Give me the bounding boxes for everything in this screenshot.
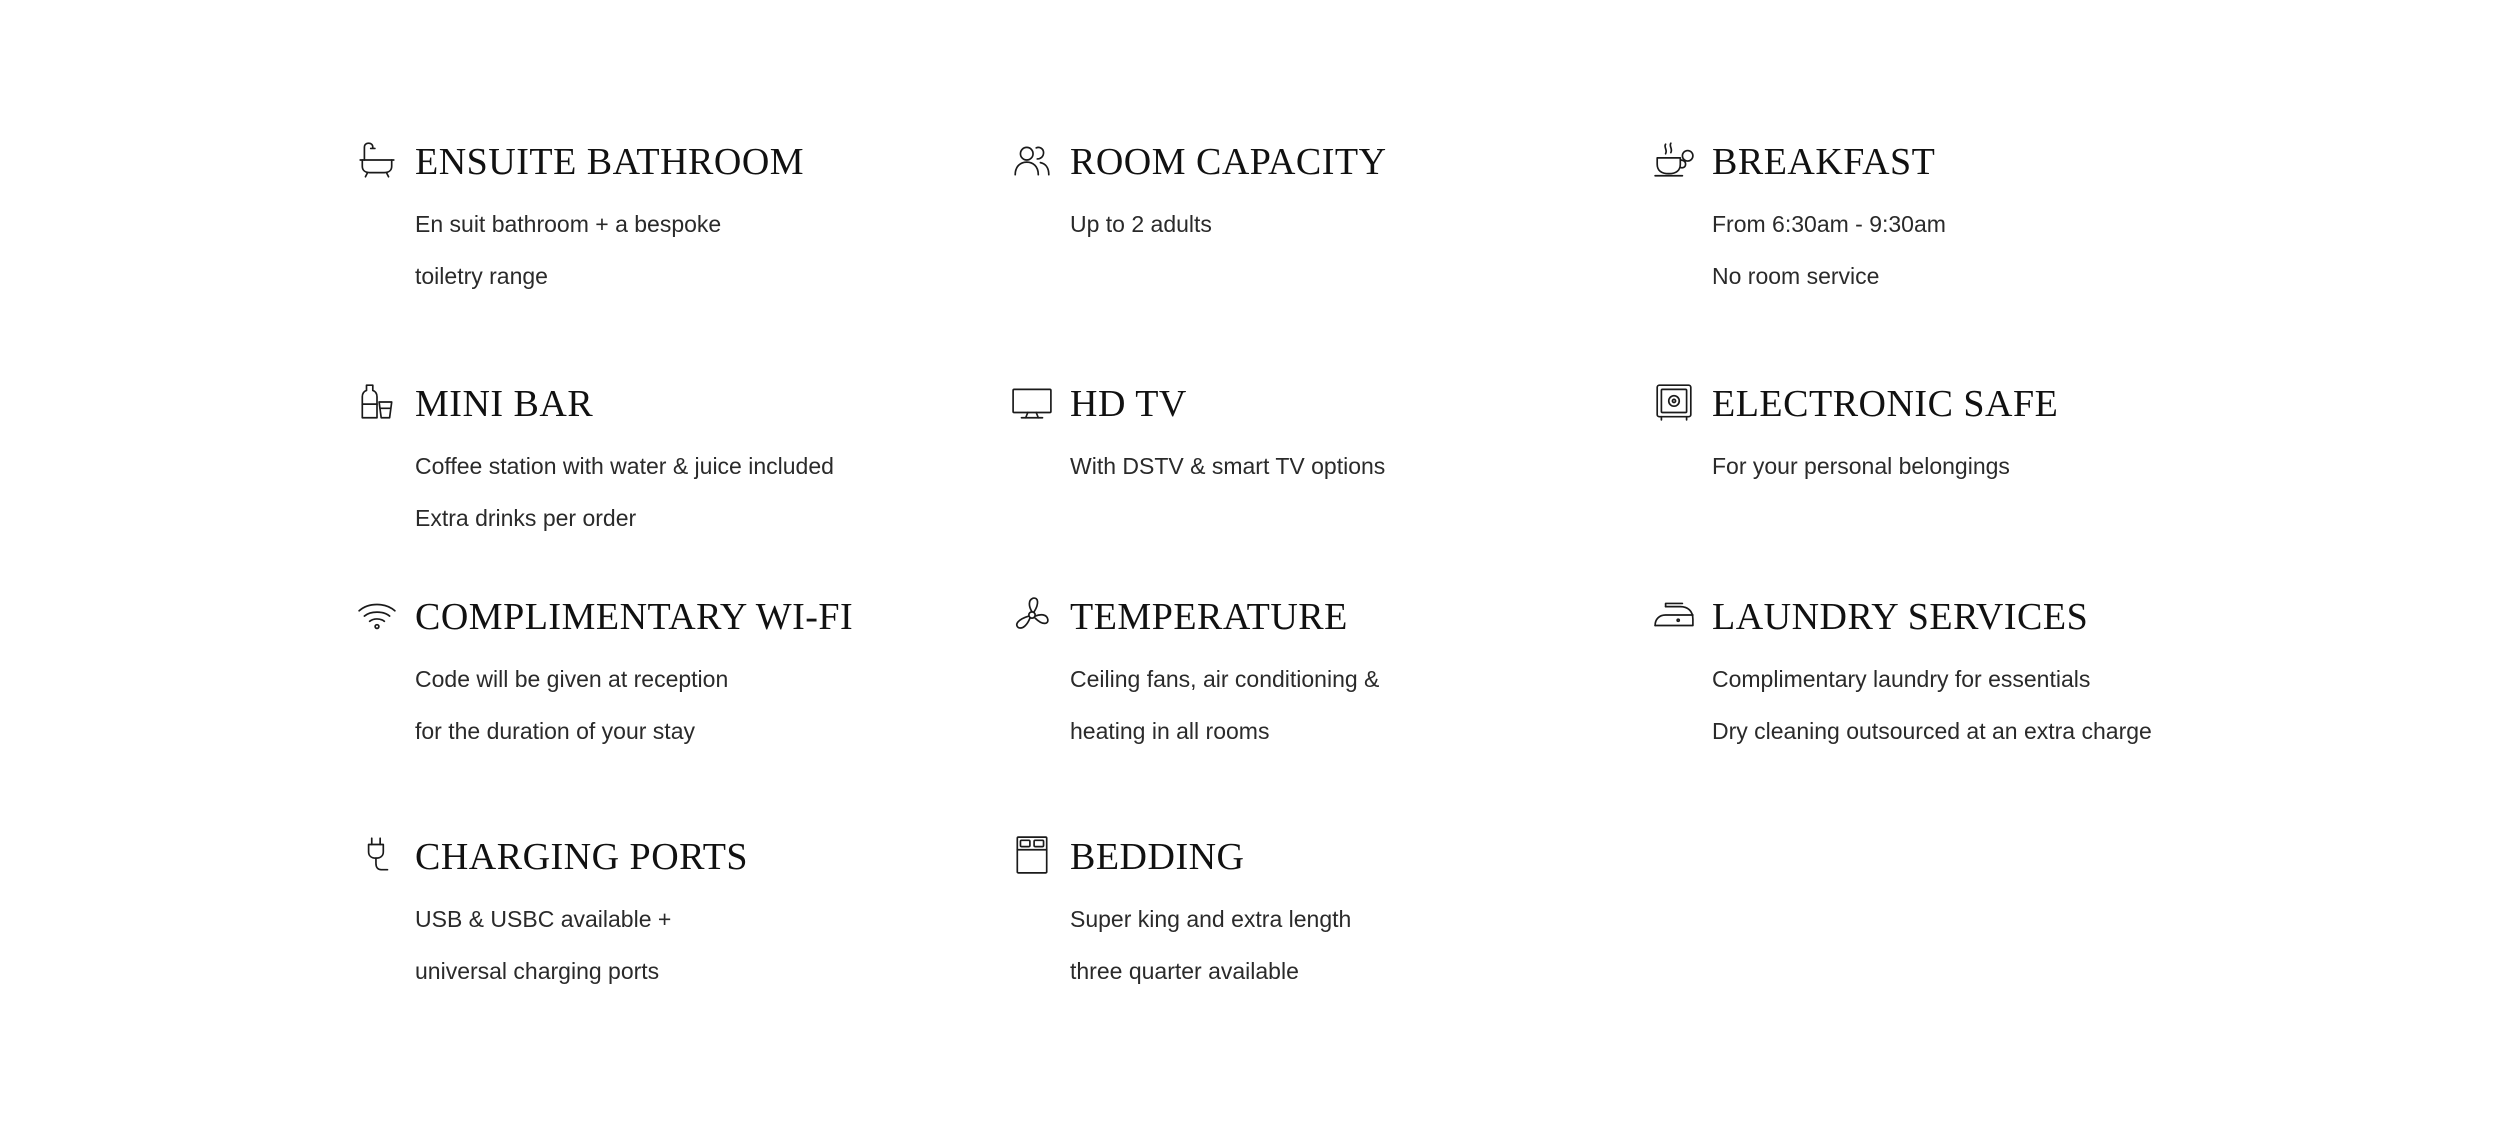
wifi-icon: [355, 593, 399, 637]
users-icon: [1010, 138, 1054, 182]
amenity-title: ELECTRONIC SAFE: [1712, 383, 2059, 425]
bathtub-icon: [355, 138, 399, 182]
amenity-line: Coffee station with water & juice included: [415, 453, 834, 479]
amenity-title: COMPLIMENTARY WI-FI: [415, 596, 854, 638]
amenity-line: USB & USBC available +: [415, 906, 672, 932]
amenity-line: Up to 2 adults: [1070, 211, 1212, 237]
amenity-title: ROOM CAPACITY: [1070, 141, 1387, 183]
amenity-line: toiletry range: [415, 263, 548, 289]
amenity-line: Extra drinks per order: [415, 505, 637, 531]
amenity-line: Code will be given at reception: [415, 666, 729, 692]
amenity-line: three quarter available: [1070, 958, 1299, 984]
amenity-line: From 6:30am - 9:30am: [1712, 211, 1946, 237]
amenity-line: for the duration of your stay: [415, 718, 695, 744]
bottle-glass-icon: [355, 380, 399, 424]
amenity-line: With DSTV & smart TV options: [1070, 453, 1386, 479]
amenity-title: ENSUITE BATHROOM: [415, 141, 805, 183]
tv-icon: [1010, 380, 1054, 424]
plug-icon: [355, 833, 399, 877]
amenity-title: HD TV: [1070, 383, 1187, 425]
amenity-line: universal charging ports: [415, 958, 660, 984]
amenity-line: heating in all rooms: [1070, 718, 1270, 744]
amenity-title: LAUNDRY SERVICES: [1712, 596, 2089, 638]
amenity-title: CHARGING PORTS: [415, 836, 749, 878]
bed-icon: [1010, 833, 1054, 877]
amenity-line: En suit bathroom + a bespoke: [415, 211, 722, 237]
amenity-title: BREAKFAST: [1712, 141, 1936, 183]
amenity-line: No room service: [1712, 263, 1880, 289]
coffee-cup-icon: [1652, 138, 1696, 182]
amenity-line: Super king and extra length: [1070, 906, 1352, 932]
amenity-line: Ceiling fans, air conditioning &: [1070, 666, 1380, 692]
fan-icon: [1010, 593, 1054, 637]
safe-icon: [1652, 380, 1696, 424]
amenity-title: BEDDING: [1070, 836, 1245, 878]
amenity-title: TEMPERATURE: [1070, 596, 1348, 638]
amenity-title: MINI BAR: [415, 383, 594, 425]
amenity-line: Complimentary laundry for essentials: [1712, 666, 2091, 692]
amenity-line: Dry cleaning outsourced at an extra charge: [1712, 718, 2152, 744]
iron-icon: [1652, 593, 1696, 637]
amenity-line: For your personal belongings: [1712, 453, 2010, 479]
